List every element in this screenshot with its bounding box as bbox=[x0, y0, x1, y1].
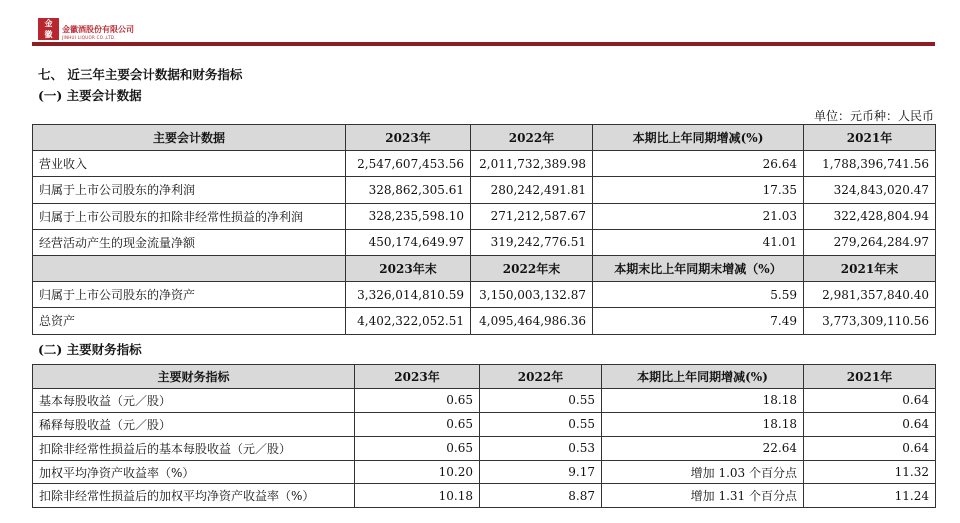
table-row bbox=[33, 460, 936, 484]
col-header: 2023年末 bbox=[346, 255, 471, 281]
cell-value: 0.55 bbox=[480, 388, 602, 412]
table-row bbox=[33, 203, 936, 229]
table-row bbox=[33, 412, 936, 436]
cell-value: 9.17 bbox=[480, 460, 602, 484]
cell-value: 280,242,491.81 bbox=[471, 177, 593, 203]
table-row bbox=[33, 151, 936, 177]
table-row bbox=[33, 282, 936, 308]
cell-value: 8.87 bbox=[480, 484, 602, 508]
row-label: 经营活动产生的现金流量净额 bbox=[33, 229, 346, 255]
row-label: 归属于上市公司股东的扣除非经常性损益的净利润 bbox=[33, 203, 346, 229]
subsection-title-accounting: (一) 主要会计数据 bbox=[38, 88, 142, 103]
cell-value: 21.03 bbox=[593, 203, 804, 229]
cell-value: 26.64 bbox=[593, 151, 804, 177]
cell-value: 3,150,003,132.87 bbox=[471, 282, 593, 308]
col-header: 2021年末 bbox=[804, 255, 936, 281]
cell-value: 22.64 bbox=[602, 436, 804, 460]
cell-value: 0.64 bbox=[804, 388, 936, 412]
cell-value: 增加 1.03 个百分点 bbox=[602, 460, 804, 484]
table-header-row bbox=[33, 365, 936, 389]
cell-value: 328,862,305.61 bbox=[346, 177, 471, 203]
cell-value: 11.24 bbox=[804, 484, 936, 508]
cell-value: 18.18 bbox=[602, 412, 804, 436]
col-header: 2022年 bbox=[471, 125, 593, 151]
cell-value: 3,773,309,110.56 bbox=[804, 308, 936, 334]
row-label: 加权平均净资产收益率（%） bbox=[33, 460, 355, 484]
company-name: 金徽酒股份有限公司 bbox=[62, 25, 134, 34]
cell-value: 279,264,284.97 bbox=[804, 229, 936, 255]
logo-text-bottom: 徽 bbox=[44, 29, 53, 39]
cell-value: 0.65 bbox=[355, 412, 480, 436]
cell-value: 17.35 bbox=[593, 177, 804, 203]
cell-value: 11.32 bbox=[804, 460, 936, 484]
accounting-data-table bbox=[32, 124, 936, 335]
table-row bbox=[33, 229, 936, 255]
cell-value: 0.64 bbox=[804, 412, 936, 436]
cell-value: 271,212,587.67 bbox=[471, 203, 593, 229]
col-header: 2022年末 bbox=[471, 255, 593, 281]
cell-value: 324,843,020.47 bbox=[804, 177, 936, 203]
company-name-en: JINHUI LIQUOR CO.,LTD. bbox=[62, 35, 116, 40]
cell-value: 7.49 bbox=[593, 308, 804, 334]
col-header: 2023年 bbox=[355, 365, 480, 389]
cell-value: 5.59 bbox=[593, 282, 804, 308]
col-header: 主要会计数据 bbox=[33, 125, 346, 151]
cell-value: 4,402,322,052.51 bbox=[346, 308, 471, 334]
col-header: 本期比上年同期增减(%) bbox=[602, 365, 804, 389]
table-header-row bbox=[33, 255, 936, 281]
cell-value: 41.01 bbox=[593, 229, 804, 255]
cell-value: 18.18 bbox=[602, 388, 804, 412]
row-label: 稀释每股收益（元／股） bbox=[33, 412, 355, 436]
cell-value: 322,428,804.94 bbox=[804, 203, 936, 229]
financial-indicators-table bbox=[32, 364, 936, 508]
table-row bbox=[33, 308, 936, 334]
cell-value: 328,235,598.10 bbox=[346, 203, 471, 229]
cell-value: 0.55 bbox=[480, 412, 602, 436]
cell-value: 1,788,396,741.56 bbox=[804, 151, 936, 177]
table-row bbox=[33, 436, 936, 460]
cell-value: 319,242,776.51 bbox=[471, 229, 593, 255]
section-title: 七、 近三年主要会计数据和财务指标 bbox=[38, 67, 243, 82]
table-row bbox=[33, 484, 936, 508]
cell-value: 3,326,014,810.59 bbox=[346, 282, 471, 308]
cell-value: 4,095,464,986.36 bbox=[471, 308, 593, 334]
col-header: 2022年 bbox=[480, 365, 602, 389]
cell-value: 0.64 bbox=[804, 436, 936, 460]
col-header: 2021年 bbox=[804, 125, 936, 151]
col-header-blank bbox=[33, 255, 346, 281]
cell-value: 10.18 bbox=[355, 484, 480, 508]
header-divider bbox=[32, 42, 935, 46]
col-header: 主要财务指标 bbox=[33, 365, 355, 389]
row-label: 基本每股收益（元／股） bbox=[33, 388, 355, 412]
subsection-title-indicators: (二) 主要财务指标 bbox=[38, 342, 142, 357]
cell-value: 10.20 bbox=[355, 460, 480, 484]
row-label: 扣除非经常性损益后的加权平均净资产收益率（%） bbox=[33, 484, 355, 508]
table-header-row bbox=[33, 125, 936, 151]
cell-value: 450,174,649.97 bbox=[346, 229, 471, 255]
col-header: 本期比上年同期增减(%) bbox=[593, 125, 804, 151]
logo-text-top: 金 bbox=[44, 18, 53, 28]
table-row bbox=[33, 177, 936, 203]
cell-value: 0.53 bbox=[480, 436, 602, 460]
cell-value: 2,547,607,453.56 bbox=[346, 151, 471, 177]
company-logo bbox=[38, 18, 59, 40]
row-label: 总资产 bbox=[33, 308, 346, 334]
document-header bbox=[0, 0, 960, 48]
cell-value: 2,981,357,840.40 bbox=[804, 282, 936, 308]
unit-note: 单位：元币种：人民币 bbox=[813, 109, 934, 123]
row-label: 归属于上市公司股东的净利润 bbox=[33, 177, 346, 203]
cell-value: 增加 1.31 个百分点 bbox=[602, 484, 804, 508]
table-row bbox=[33, 388, 936, 412]
cell-value: 0.65 bbox=[355, 436, 480, 460]
cell-value: 0.65 bbox=[355, 388, 480, 412]
cell-value: 2,011,732,389.98 bbox=[471, 151, 593, 177]
row-label: 归属于上市公司股东的净资产 bbox=[33, 282, 346, 308]
col-header: 本期末比上年同期末增减（%） bbox=[593, 255, 804, 281]
col-header: 2021年 bbox=[804, 365, 936, 389]
col-header: 2023年 bbox=[346, 125, 471, 151]
row-label: 扣除非经常性损益后的基本每股收益（元／股） bbox=[33, 436, 355, 460]
row-label: 营业收入 bbox=[33, 151, 346, 177]
